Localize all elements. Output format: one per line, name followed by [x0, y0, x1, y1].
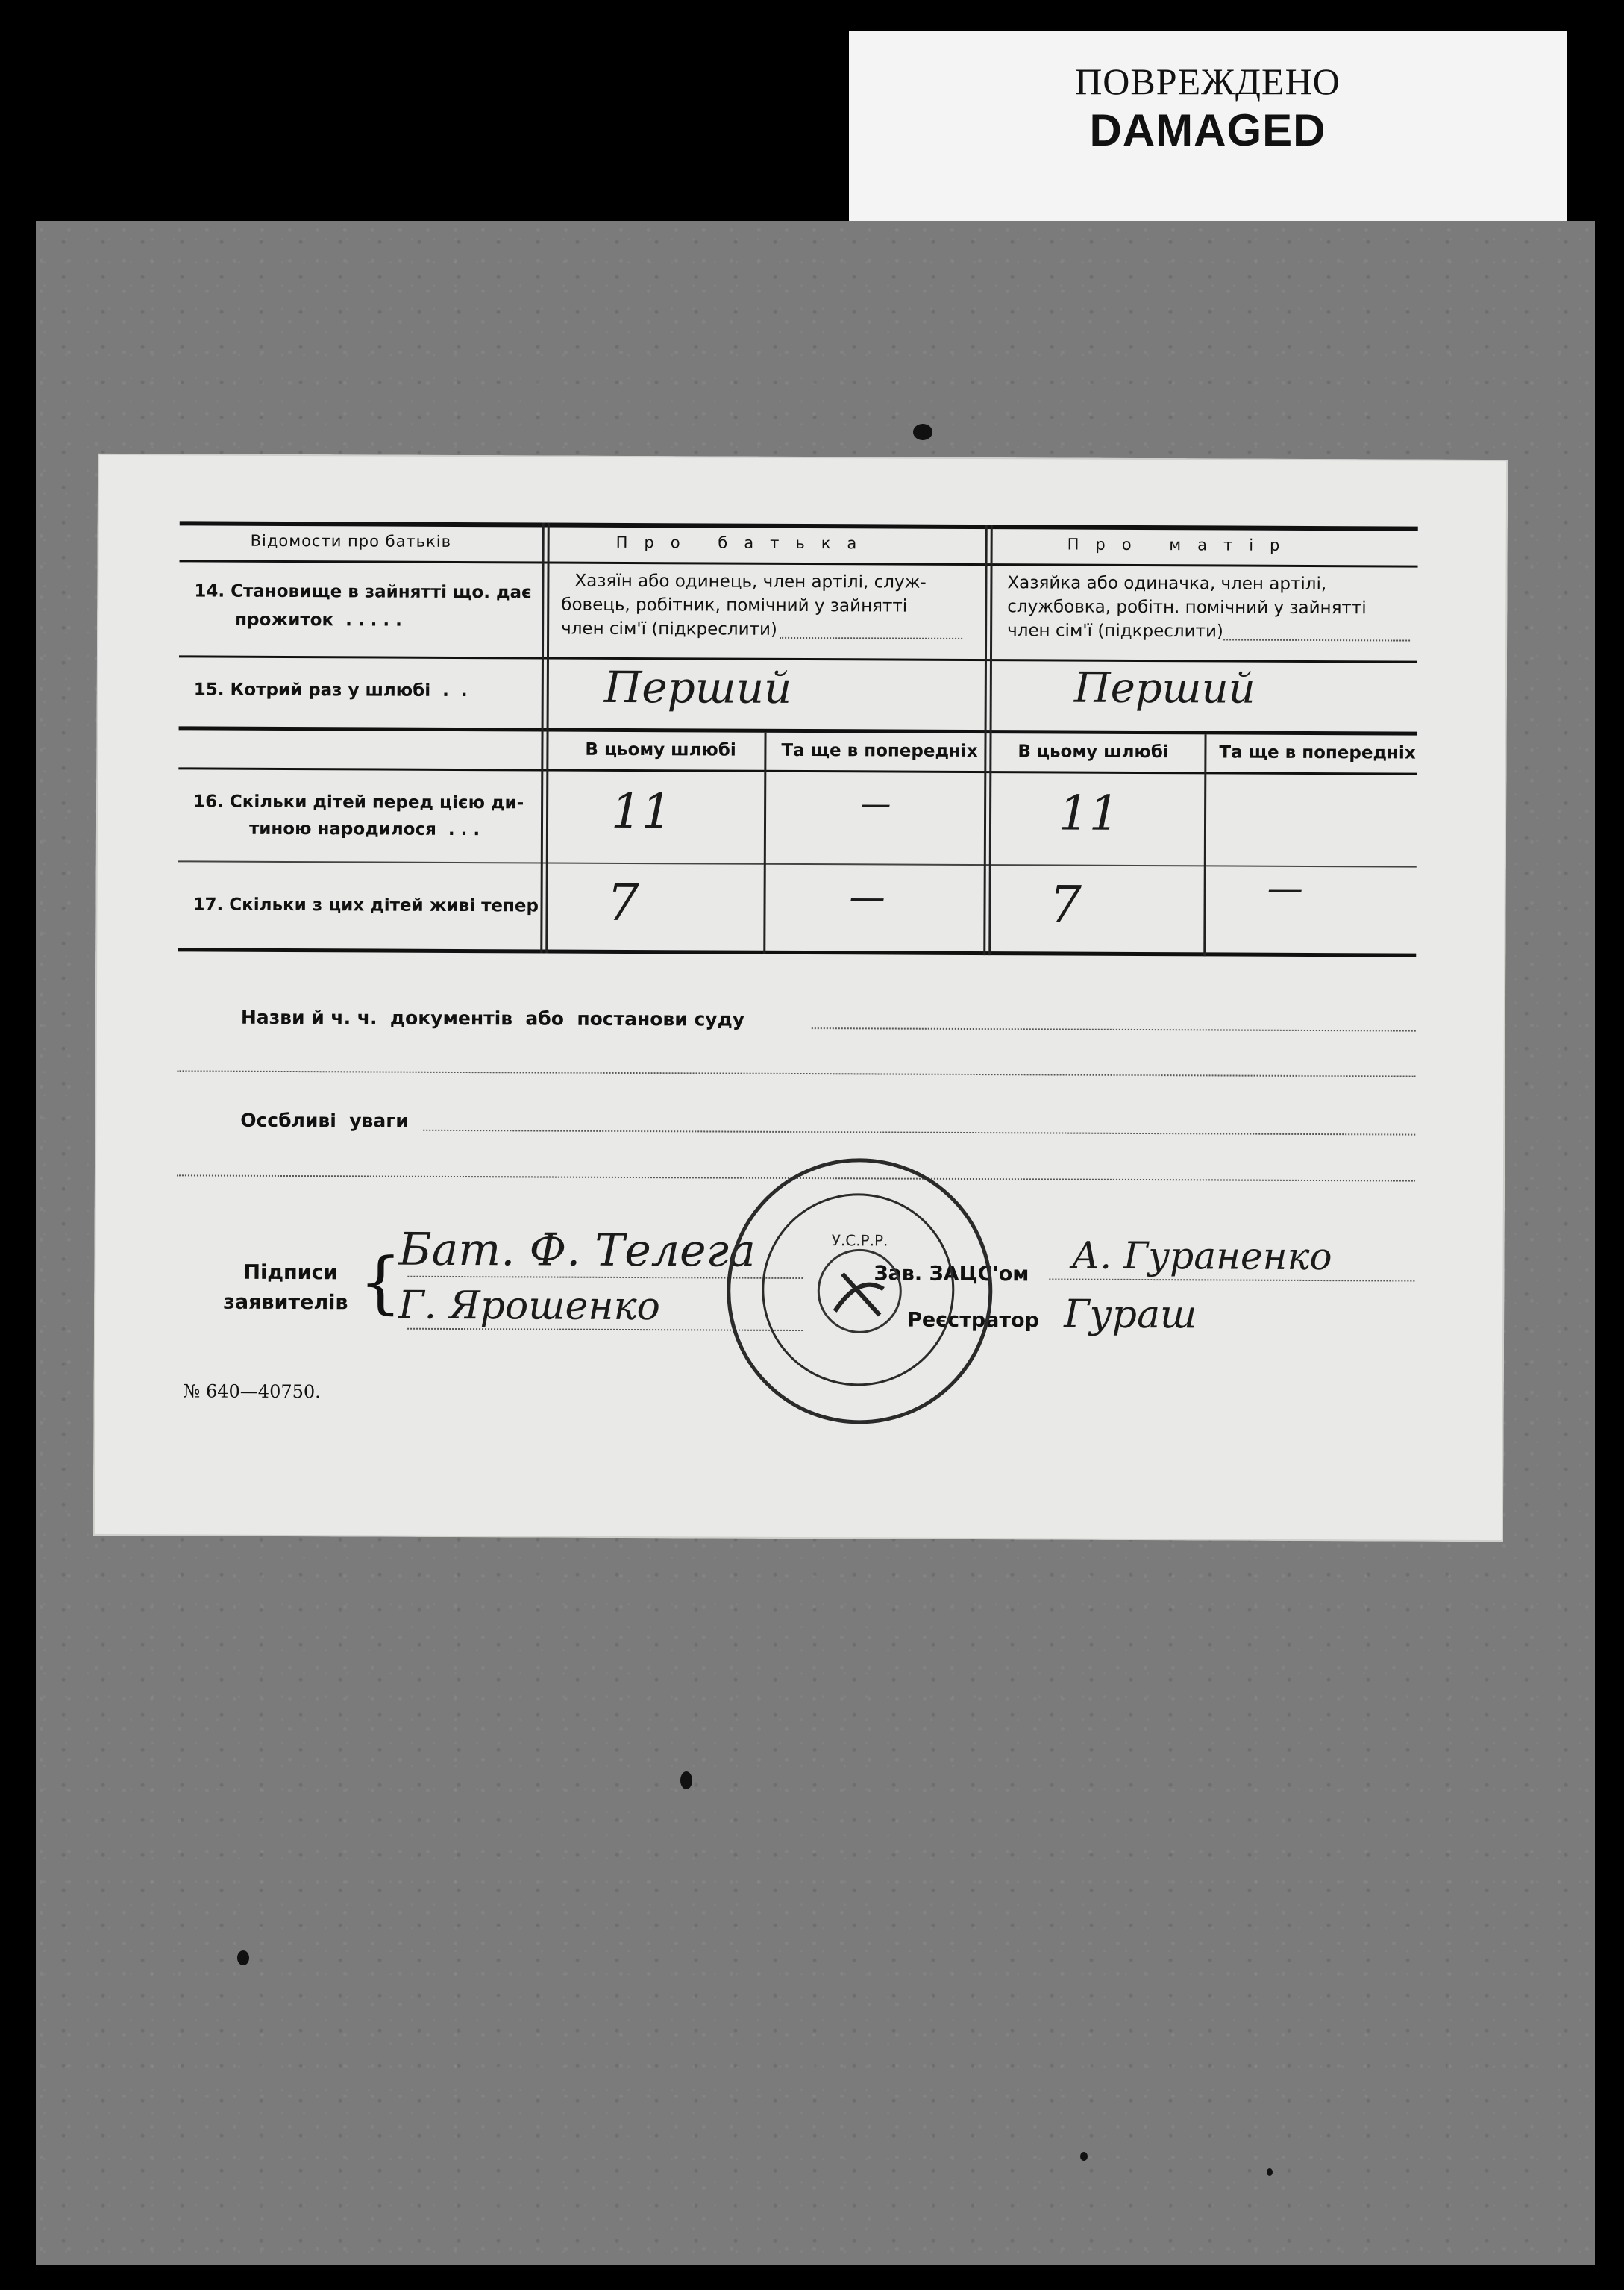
- header-mother: Про матір: [1067, 535, 1297, 554]
- form-number: № 640—40750.: [183, 1380, 321, 1403]
- subheader-mother-this: В цьому шлюбі: [1018, 742, 1169, 763]
- row16-father-prev: —: [861, 786, 891, 822]
- row17-label: 17. Скільки з цих дітей живі тепер: [192, 895, 539, 916]
- official-stamp: [727, 1158, 994, 1425]
- row15-label: 15. Котрий раз у шлюбі . .: [193, 680, 468, 701]
- row17-father-prev: —: [849, 876, 885, 919]
- row16-mother-this: 11: [1058, 786, 1120, 842]
- row17-mother-this: 7: [1049, 875, 1082, 935]
- subheader-mother-prev: Та ще в попередніх: [1219, 742, 1416, 763]
- documents-label: Назви й ч. ч. документів або постанови суду: [240, 1006, 745, 1030]
- subheader-father-this: В цьому шлюбі: [585, 739, 736, 760]
- applicant2-signature: Г. Ярошенко: [398, 1283, 661, 1330]
- row14-mother-1: Хазяйка або одиначка, член артілі,: [1007, 573, 1327, 595]
- damaged-label: [849, 31, 1567, 227]
- header-father: Про батька: [615, 533, 874, 553]
- header-parents-info: Відомости про батьків: [250, 531, 452, 551]
- signatures-label-2: заявителів: [223, 1290, 348, 1315]
- row14-mother-2: службовка, робітн. помічний у зайнятті: [1007, 597, 1367, 619]
- row14-label-2: прожиток . . . . .: [235, 610, 402, 631]
- registrar-signature: Гураш: [1064, 1292, 1197, 1338]
- head-label: Зав. ЗАЦС'ом: [874, 1262, 1029, 1286]
- row14-mother-3: член сім'ї (підкреслити): [1007, 621, 1223, 642]
- damaged-label-en: DAMAGED: [1089, 105, 1326, 155]
- registration-card: Відомости про батьків Про батька Про матір 14. Становище в зайнятті що. дає прожиток . . . . . Хазяїн або одинець, член артілі, служ- бовець, робітник, помічний у зайнятті член сім'ї (підкреслити) Хазяйка або одиначка, член артілі, службовка, робітн. помічний у зайнятті член сім'ї (підкреслити) 15. Котрий раз у шлюбі . . Перший Перший В цьому шлюбі Та ще в попередніх В цьому шлюбі Та ще в попередніх 16. Скільки дітей перед цією ди- тиною народилося . . . 11 — 11 17. Скільки з цих дітей живі тепер 7 — 7 — Назви й ч. ч. документів або постанови суду Осcбливі уваги Підписи заявителів { Бат. Ф. Телега Г. Ярошенко Зав. ЗАЦС'ом А. Гураненко Реєстратор Гураш У.С.Р.Р. № 640—40750.: [93, 454, 1508, 1542]
- row17-father-this: 7: [606, 873, 639, 933]
- row14-father-1: Хазяїн або одинець, член артілі, служ-: [574, 571, 927, 592]
- row16-label-2: тиною народилося . . .: [248, 819, 480, 840]
- head-signature: А. Гураненко: [1071, 1233, 1332, 1279]
- row15-father-value: Перший: [603, 661, 792, 713]
- signatures-label-1: Підписи: [243, 1260, 338, 1285]
- damaged-label-uk: ПОВРЕЖДЕНО: [1075, 60, 1341, 102]
- row14-label-1: 14. Становище в зайнятті що. дає: [194, 581, 532, 603]
- stamp-emblem-icon: [730, 1162, 990, 1421]
- applicant1-signature: Бат. Ф. Телега: [398, 1223, 756, 1277]
- remarks-label: Осcбливі уваги: [240, 1109, 409, 1132]
- row17-mother-prev: —: [1267, 867, 1303, 910]
- table-grid: [180, 521, 1418, 935]
- row15-mother-value: Перший: [1073, 663, 1255, 713]
- subheader-father-prev: Та ще в попередніх: [781, 740, 978, 762]
- row16-label-1: 16. Скільки дітей перед цією ди-: [193, 792, 524, 813]
- row14-father-3: член сім'ї (підкреслити): [561, 619, 777, 639]
- row16-father-this: 11: [610, 783, 672, 840]
- stamp-center-text: У.С.Р.Р.: [831, 1231, 888, 1250]
- registrar-label: Реєстратор: [907, 1308, 1040, 1333]
- row14-father-2: бовець, робітник, помічний у зайнятті: [561, 595, 908, 616]
